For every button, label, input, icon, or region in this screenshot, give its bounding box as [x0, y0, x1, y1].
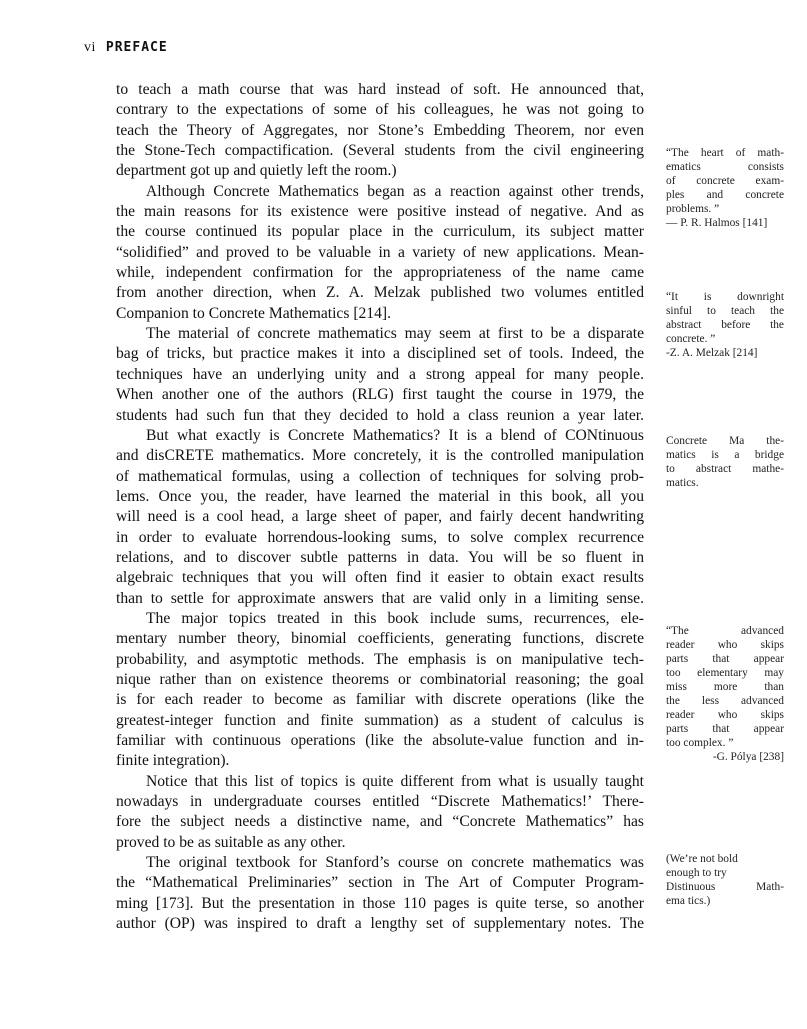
body-line: When another one of the authors (RLG) first taught the course in 1979, the [116, 386, 644, 404]
body-line: of mathematical formulas, using a collection of techniques for solving prob- [116, 467, 644, 485]
note-line: of concrete exam- [666, 175, 784, 187]
note-line: sinful to teach the [666, 305, 784, 317]
body-line: nique rather than on existence theorems or combinatorial reasoning; the goal [116, 670, 644, 688]
note-line: miss more than [666, 681, 784, 693]
body-line: department got up and quietly left the room.) [116, 162, 397, 180]
note-line: “It is downright [666, 291, 784, 303]
body-line: The major topics treated in this book include sums, recurrences, ele- [146, 609, 644, 627]
body-line: the main reasons for its existence were positive instead of negative. And as [116, 203, 644, 221]
note-line: Concrete Ma the- [666, 435, 784, 447]
body-line: author (OP) was inspired to draft a lengthy set of supplementary notes. The [116, 915, 644, 933]
body-line: teach the Theory of Aggregates, nor Stone’s Embedding Theorem, nor even [116, 121, 644, 139]
body-line: techniques have an underlying unity and a strong appeal for many people. [116, 365, 644, 383]
body-line: The original textbook for Stanford’s course on concrete mathematics was [146, 854, 644, 872]
body-line: relations, and to discover subtle patterns in data. You will be so fluent in [116, 548, 644, 566]
body-line: probability, and asymptotic methods. The emphasis is on manipulative tech- [116, 650, 644, 668]
note-line: reader who skips [666, 639, 784, 651]
note-line: ples and concrete [666, 189, 784, 201]
margin-quote-halmos [666, 146, 784, 230]
note-line: “The advanced [666, 625, 784, 637]
running-header [84, 40, 168, 56]
body-line: the course continued its popular place in the curriculum, its subject matter [116, 223, 644, 241]
note-line: too elementary may [666, 667, 784, 679]
body-line: the “Mathematical Preliminaries” section in The Art of Computer Program- [116, 874, 644, 892]
body-line: contrary to the expectations of some of his colleagues, he was not going to [116, 101, 644, 119]
body-line: lems. Once you, the reader, have learned the material in this book, all you [116, 487, 644, 505]
body-line: Although Concrete Mathematics began as a reaction against other trends, [146, 182, 644, 200]
note-line: Distinuous Math- [666, 881, 784, 893]
body-line: will need is a cool head, a large sheet of paper, and fairly decent handwriting [116, 508, 644, 526]
note-line: ema tics.) [666, 895, 711, 907]
page-number: vi [84, 40, 96, 55]
note-line: (We’re not bold [666, 853, 738, 865]
note-line: matics is a bridge [666, 449, 784, 461]
note-line: parts that appear [666, 653, 784, 665]
body-line: nowadays in undergraduate courses entitled “Discrete Mathematics!’ There- [116, 793, 644, 811]
body-line: and disCRETE mathematics. More concretely, it is the controlled manipulation [116, 447, 644, 465]
note-line: enough to try [666, 867, 727, 879]
body-line: “solidified” and proved to be valuable in a variety of new applications. Mean- [116, 243, 644, 261]
margin-note-distinuous [666, 852, 784, 908]
body-line: than to settle for approximate answers that are valid only in a limiting sense. [116, 589, 644, 607]
body-line: fore the subject needs a distinctive name, and “Concrete Mathematics” has [116, 813, 644, 831]
body-line: The material of concrete mathematics may seem at first to be a disparate [146, 325, 644, 343]
note-line: reader who skips [666, 709, 784, 721]
body-text [116, 80, 644, 934]
body-line: Companion to Concrete Mathematics [214]. [116, 304, 391, 322]
body-line: finite integration). [116, 752, 230, 770]
body-line: in order to evaluate horrendous-looking sums, to solve complex recurrence [116, 528, 644, 546]
note-line: parts that appear [666, 723, 784, 735]
body-line: algebraic techniques that you will often find it easier to obtain exact results [116, 569, 644, 587]
note-attribution: -G. Pólya [238] [712, 751, 784, 763]
note-attribution: — P. R. Halmos [141] [666, 217, 768, 229]
note-line: too complex. ” [666, 737, 734, 749]
note-line: “The heart of math- [666, 147, 784, 159]
body-line: while, independent confirmation for the appropriateness of the name came [116, 264, 644, 282]
body-line: proved to be as suitable as any other. [116, 833, 346, 851]
body-line: ming [173]. But the presentation in those 110 pages is quite terse, so another [116, 894, 644, 912]
margin-quote-polya [666, 624, 784, 764]
body-line: from another direction, when Z. A. Melzak published two volumes entitled [116, 284, 644, 302]
body-line: the Stone-Tech compactification. (Several students from the civil engineering [116, 142, 644, 160]
note-line: problems. ” [666, 203, 720, 215]
note-line: the less advanced [666, 695, 784, 707]
note-line: ematics consists [666, 161, 784, 173]
body-line: But what exactly is Concrete Mathematics? It is a blend of CONtinuous [146, 426, 644, 444]
note-line: abstract before the [666, 319, 784, 331]
margin-note-bridge [666, 434, 784, 490]
body-line: greatest-integer function and finite summation) as a student of calculus is [116, 711, 644, 729]
body-line: students had such fun that they decided to hold a class reunion a year later. [116, 406, 644, 424]
body-line: bag of tricks, but practice makes it into a disciplined set of tools. Indeed, the [116, 345, 644, 363]
body-line: Notice that this list of topics is quite different from what is usually taught [146, 772, 644, 790]
body-line: to teach a math course that was hard instead of soft. He announced that, [116, 81, 644, 98]
body-line: familiar with continuous operations (like the absolute-value function and in- [116, 732, 644, 749]
margin-quote-melzak [666, 290, 784, 360]
note-line: matics. [666, 477, 699, 489]
note-line: to abstract mathe- [666, 463, 784, 475]
body-line: is for each reader to become as familiar with discrete operations (like the [116, 691, 644, 709]
body-line: mentary number theory, binomial coefficients, generating functions, discrete [116, 630, 644, 648]
chapter-title: PREFACE [105, 40, 168, 55]
note-line: concrete. ” [666, 333, 716, 345]
note-attribution: -Z. A. Melzak [214] [666, 347, 758, 359]
